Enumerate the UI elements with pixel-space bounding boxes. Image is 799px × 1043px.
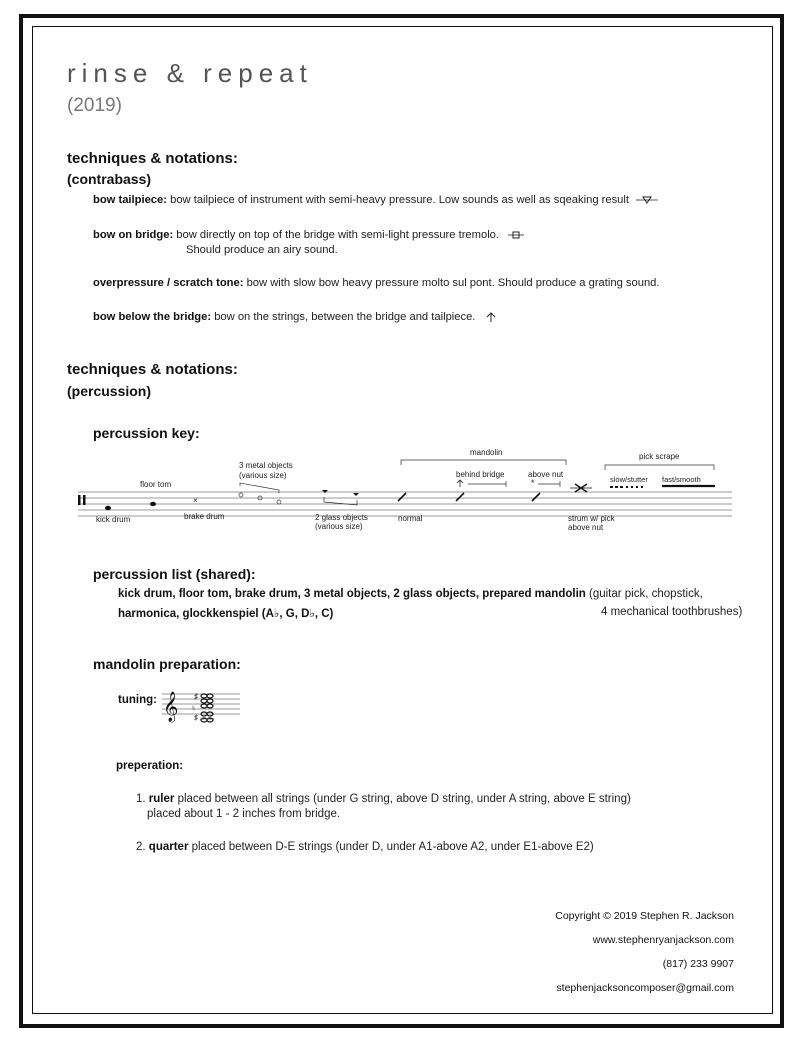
- percussion-list-heading: percussion list (shared):: [93, 566, 256, 582]
- percussion-key-staff: [70, 440, 740, 540]
- metal-objects-sublabel: (various size): [239, 471, 287, 480]
- tuning-staff: [160, 684, 244, 724]
- metal-objects-label: 3 metal objects: [239, 461, 293, 470]
- percussion-list-paren-2: 4 mechanical toothbrushes): [601, 606, 743, 618]
- glass-objects-label: 2 glass objects: [315, 513, 368, 522]
- above-nut-label: above nut: [528, 470, 564, 479]
- mandolin-label: mandolin: [470, 448, 503, 457]
- technique-bow-below-bridge: [93, 311, 497, 323]
- percussion-list-items: kick drum, floor tom, brake drum, 3 metal objects, 2 glass objects, prepared mandolin: [118, 588, 586, 600]
- treble-clef-icon: 𝄞: [163, 691, 179, 721]
- strum-sublabel: above nut: [568, 523, 604, 532]
- percussion-clef-icon: [78, 495, 86, 505]
- svg-text:♯: ♯: [194, 692, 198, 701]
- prep-step-2: [136, 841, 594, 853]
- prep-step-object: ruler: [148, 793, 175, 805]
- prep-step-1: [136, 793, 631, 805]
- technique-label: bow below the bridge:: [93, 311, 212, 323]
- percussion-heading: techniques & notations:: [67, 361, 238, 378]
- svg-text:*: *: [531, 478, 535, 488]
- percussion-list-line-2: [118, 606, 333, 620]
- prep-step-number: 2.: [136, 841, 146, 853]
- glass-object-note-icon: [353, 493, 359, 496]
- technique-bow-tailpiece: [93, 194, 658, 206]
- slow-stutter-label: slow/stutter: [610, 475, 648, 484]
- contrabass-subheading: (contrabass): [67, 171, 152, 187]
- copyright: Copyright © 2019 Stephen R. Jackson: [555, 910, 734, 922]
- technique-text: bow on the strings, between the bridge and tailpiece.: [214, 311, 476, 323]
- prep-step-object: quarter: [148, 841, 189, 853]
- pick-scrape-label: pick scrape: [639, 452, 680, 461]
- percussion-list-paren: (guitar pick, chopstick,: [589, 588, 703, 600]
- kick-drum-label: kick drum: [96, 515, 131, 524]
- strum-label: strum w/ pick: [568, 514, 615, 523]
- prep-step-text: placed between all strings (under G string, above D string, under A string, above E string): [177, 793, 631, 805]
- glass-objects-sublabel: (various size): [315, 522, 363, 531]
- mandolin-normal-note-icon: [398, 493, 406, 501]
- technique-text: bow with slow bow heavy pressure molto sul pont. Should produce a grating sound.: [246, 277, 660, 289]
- floor-tom-label: floor tom: [140, 480, 172, 489]
- email-link[interactable]: stephenjacksoncomposer@gmail.com: [556, 982, 734, 994]
- svg-text:♮: ♮: [192, 704, 195, 713]
- metal-object-note-icon: [239, 493, 243, 497]
- piece-title: rinse & repeat: [67, 58, 313, 88]
- behind-bridge-note-icon: [456, 493, 464, 501]
- technique-label: bow tailpiece:: [93, 194, 167, 206]
- website-link[interactable]: www.stephenryanjackson.com: [592, 934, 734, 946]
- phone-number: (817) 233 9907: [662, 958, 734, 970]
- behind-bridge-label: behind bridge: [456, 470, 505, 479]
- brake-drum-label: brake drum: [184, 512, 225, 521]
- bow-on-bridge-symbol-icon: [508, 230, 524, 240]
- technique-bow-on-bridge: [93, 229, 524, 241]
- brake-drum-note-icon: ×: [193, 496, 198, 505]
- technique-label: bow on bridge:: [93, 229, 174, 241]
- strum-note-icon: [570, 484, 592, 492]
- piece-year: (2019): [67, 95, 122, 116]
- fast-smooth-label: fast/smooth: [662, 475, 701, 484]
- kick-drum-note-icon: [105, 506, 111, 510]
- metal-object-note-icon: [277, 500, 281, 504]
- floor-tom-note-icon: [150, 502, 156, 506]
- technique-overpressure: [93, 277, 660, 289]
- bow-tailpiece-symbol-icon: [636, 195, 658, 205]
- percussion-key-heading: percussion key:: [93, 425, 200, 441]
- bow-below-bridge-arrow-icon: [485, 311, 497, 323]
- svg-text:♯: ♯: [194, 713, 198, 722]
- percussion-subheading: (percussion): [67, 383, 152, 399]
- preparation-heading: preperation:: [116, 760, 184, 772]
- percussion-list-items-2: harmonica, glockkenspiel (A♭, G, D♭, C): [118, 608, 334, 620]
- percussion-list-line-1: [118, 588, 703, 600]
- technique-text: bow directly on top of the bridge with semi-light pressure tremolo.: [176, 229, 500, 241]
- prep-step-number: 1.: [136, 793, 146, 805]
- mandolin-prep-heading: mandolin preparation:: [93, 656, 241, 672]
- above-nut-note-icon: [532, 493, 540, 501]
- prep-step-1-continued: placed about 1 - 2 inches from bridge.: [147, 808, 341, 820]
- tuning-label: tuning:: [118, 694, 157, 706]
- technique-text-continued: Should produce an airy sound.: [186, 244, 338, 256]
- technique-label: overpressure / scratch tone:: [93, 277, 244, 289]
- mandolin-normal-label: normal: [398, 514, 423, 523]
- tuning-notes-icon: [201, 694, 213, 722]
- slow-stutter-line-icon: [610, 486, 643, 488]
- contrabass-heading: techniques & notations:: [67, 150, 238, 167]
- glass-object-note-icon: [322, 490, 328, 493]
- technique-text: bow tailpiece of instrument with semi-heavy pressure. Low sounds as well as sqeaking result: [170, 194, 629, 206]
- prep-step-text: placed between D-E strings (under D, under A1-above A2, under E1-above E2): [191, 841, 594, 853]
